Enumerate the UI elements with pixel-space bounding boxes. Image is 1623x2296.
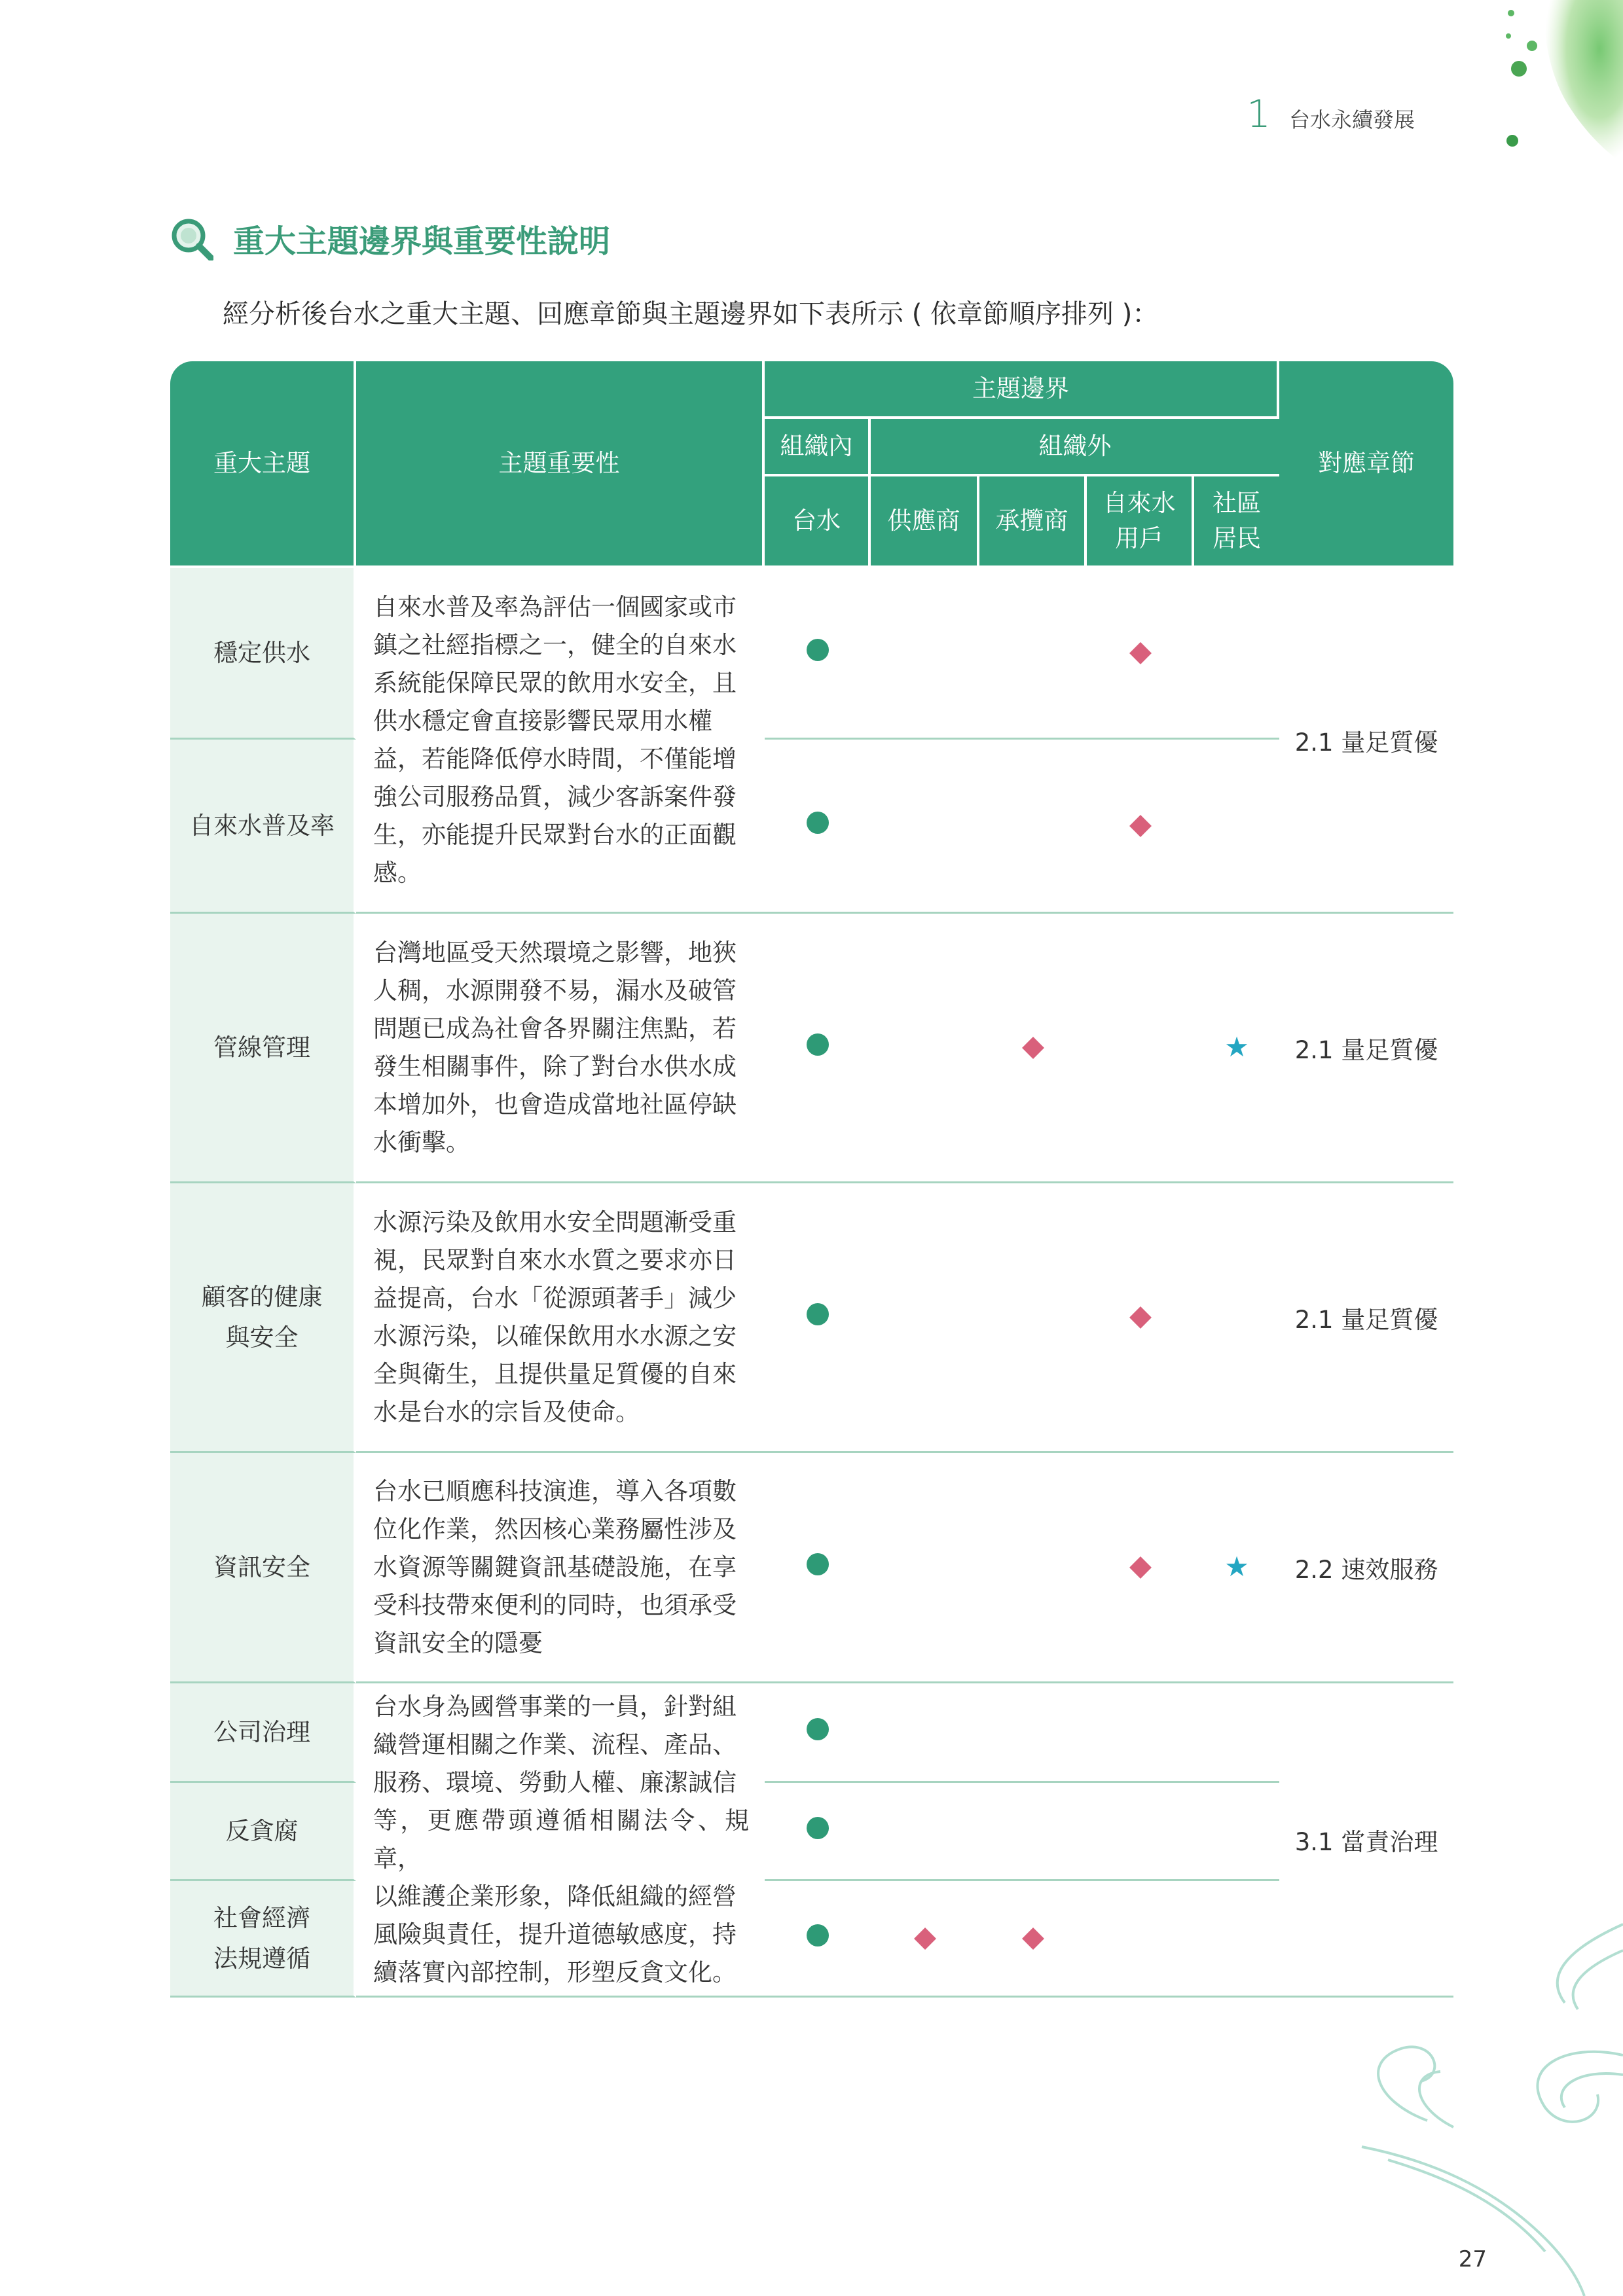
topic-cell: 資訊安全 (170, 1453, 356, 1683)
diamond-icon (1022, 1037, 1044, 1059)
watercolor-decoration (1506, 0, 1623, 170)
material-topics-table (170, 361, 1453, 1998)
mark-supplier (871, 1683, 979, 1783)
mark-contractor (979, 1783, 1087, 1881)
mark-user (1087, 740, 1194, 914)
mark-supplier (871, 914, 979, 1183)
header-contractor: 承攬商 (979, 476, 1087, 568)
mark-community (1194, 568, 1279, 740)
header-topic: 重大主題 (170, 361, 356, 568)
chapter-cell: 2.1 量足質優 (1279, 568, 1453, 914)
mark-supplier (871, 1183, 979, 1453)
circle-icon (807, 1033, 829, 1056)
page-number: 27 (1458, 2246, 1487, 2272)
diamond-icon (1129, 642, 1152, 664)
section-heading (170, 216, 610, 261)
mark-community (1194, 914, 1279, 1183)
star-icon: ★ (1224, 1550, 1249, 1583)
mark-community (1194, 1183, 1279, 1453)
header-internal: 組織內 (765, 419, 871, 476)
importance-cell: 水源污染及飲用水安全問題漸受重 視，民眾對自來水水質之要求亦日 益提高，台水「從源頭著手」減少 水源污染，以確保飲用水水源之安 全與衛生，且提供量足質優的自來 水是台水的宗旨及使命。 (356, 1183, 765, 1453)
mark-community (1194, 740, 1279, 914)
mark-user (1087, 568, 1194, 740)
mark-contractor (979, 1183, 1087, 1453)
circle-icon (807, 1924, 829, 1946)
topic-cell: 管線管理 (170, 914, 356, 1183)
mark-contractor (979, 1683, 1087, 1783)
mark-taiwater (765, 1881, 871, 1998)
mark-contractor (979, 568, 1087, 740)
diamond-icon (914, 1928, 936, 1950)
mark-community (1194, 1453, 1279, 1683)
header-community: 社區 居民 (1194, 476, 1279, 568)
mark-user (1087, 1453, 1194, 1683)
header-importance: 主題重要性 (356, 361, 765, 568)
circle-icon (807, 1817, 829, 1839)
topic-cell: 自來水普及率 (170, 740, 356, 914)
mark-community (1194, 1683, 1279, 1783)
circle-icon (807, 639, 829, 661)
header-external: 組織外 (871, 419, 1279, 476)
circle-icon (807, 1553, 829, 1575)
topic-cell: 公司治理 (170, 1683, 356, 1783)
mark-taiwater (765, 1783, 871, 1881)
section-title: 重大主題邊界與重要性說明 (233, 223, 611, 260)
circle-icon (807, 1718, 829, 1740)
topic-cell: 反貪腐 (170, 1783, 356, 1881)
header-chapter: 對應章節 (1279, 361, 1453, 568)
header-supplier: 供應商 (871, 476, 979, 568)
mark-contractor (979, 914, 1087, 1183)
importance-cell: 台水已順應科技演進，導入各項數 位化作業，然因核心業務屬性涉及 水資源等關鍵資訊基礎設施，在享 受科技帶來便利的同時，也須承受 資訊安全的隱憂 (356, 1453, 765, 1683)
mark-supplier (871, 1783, 979, 1881)
mark-supplier (871, 1881, 979, 1998)
circle-icon (807, 812, 829, 834)
mark-taiwater (765, 1453, 871, 1683)
chapter-cell: 3.1 當責治理 (1279, 1683, 1453, 1998)
mark-taiwater (765, 1183, 871, 1453)
mark-user (1087, 1783, 1194, 1881)
mark-taiwater (765, 914, 871, 1183)
mark-supplier (871, 1453, 979, 1683)
chapter-cell: 2.1 量足質優 (1279, 914, 1453, 1183)
mark-community (1194, 1783, 1279, 1881)
mark-taiwater (765, 740, 871, 914)
mark-contractor (979, 1881, 1087, 1998)
topic-cell: 穩定供水 (170, 568, 356, 740)
header-taiwater: 台水 (765, 476, 871, 568)
mark-taiwater (765, 1683, 871, 1783)
mark-supplier (871, 740, 979, 914)
chapter-cell: 2.2 速效服務 (1279, 1453, 1453, 1683)
importance-cell: 自來水普及率為評估一個國家或市 鎮之社經指標之一，健全的自來水 系統能保障民眾的飲用水安全，且 供水穩定會直接影響民眾用水權 益，若能降低停水時間，不僅能增 強公司服務品質，減少客訴案件發 生，亦能提升民眾對台水的正面觀 感。 (356, 568, 765, 914)
intro-text: 經分析後台水之重大主題、回應章節與主題邊界如下表所示 ( 依章節順序排列 )： (223, 299, 1159, 329)
mark-community (1194, 1881, 1279, 1998)
chapter-number: 1 (1247, 92, 1271, 136)
page-header (1247, 92, 1415, 136)
chapter-title: 台水永續發展 (1288, 107, 1415, 132)
mark-user (1087, 914, 1194, 1183)
topic-cell: 顧客的健康 與安全 (170, 1183, 356, 1453)
topic-cell: 社會經濟 法規遵循 (170, 1881, 356, 1998)
chapter-cell: 2.1 量足質優 (1279, 1183, 1453, 1453)
mark-contractor (979, 740, 1087, 914)
header-boundary: 主題邊界 (765, 361, 1279, 419)
mark-taiwater (765, 568, 871, 740)
mark-user (1087, 1183, 1194, 1453)
circle-icon (807, 1303, 829, 1325)
mark-supplier (871, 568, 979, 740)
diamond-icon (1022, 1928, 1044, 1950)
mark-user (1087, 1683, 1194, 1783)
header-user: 自來水 用戶 (1087, 476, 1194, 568)
importance-cell: 台灣地區受天然環境之影響，地狹 人稠，水源開發不易，漏水及破管 問題已成為社會各界關注焦點，若 發生相關事件，除了對台水供水成 本增加外，也會造成當地社區停缺 水衝擊。 (356, 914, 765, 1183)
diamond-icon (1129, 1306, 1152, 1329)
diamond-icon (1129, 815, 1152, 837)
star-icon: ★ (1224, 1030, 1249, 1063)
mark-user (1087, 1881, 1194, 1998)
diamond-icon (1129, 1556, 1152, 1579)
magnifier-icon (170, 217, 213, 260)
mark-contractor (979, 1453, 1087, 1683)
importance-cell: 台水身為國營事業的一員，針對組 織營運相關之作業、流程、產品、 服務、環境、勞動人權、廉潔誠信 等，更應帶頭遵循相關法令、規章， 以維護企業形象，降低組織的經營 風險與責任，提升道德敏感度，持 續落實內部控制，形塑反貪文化。 (356, 1683, 765, 1998)
